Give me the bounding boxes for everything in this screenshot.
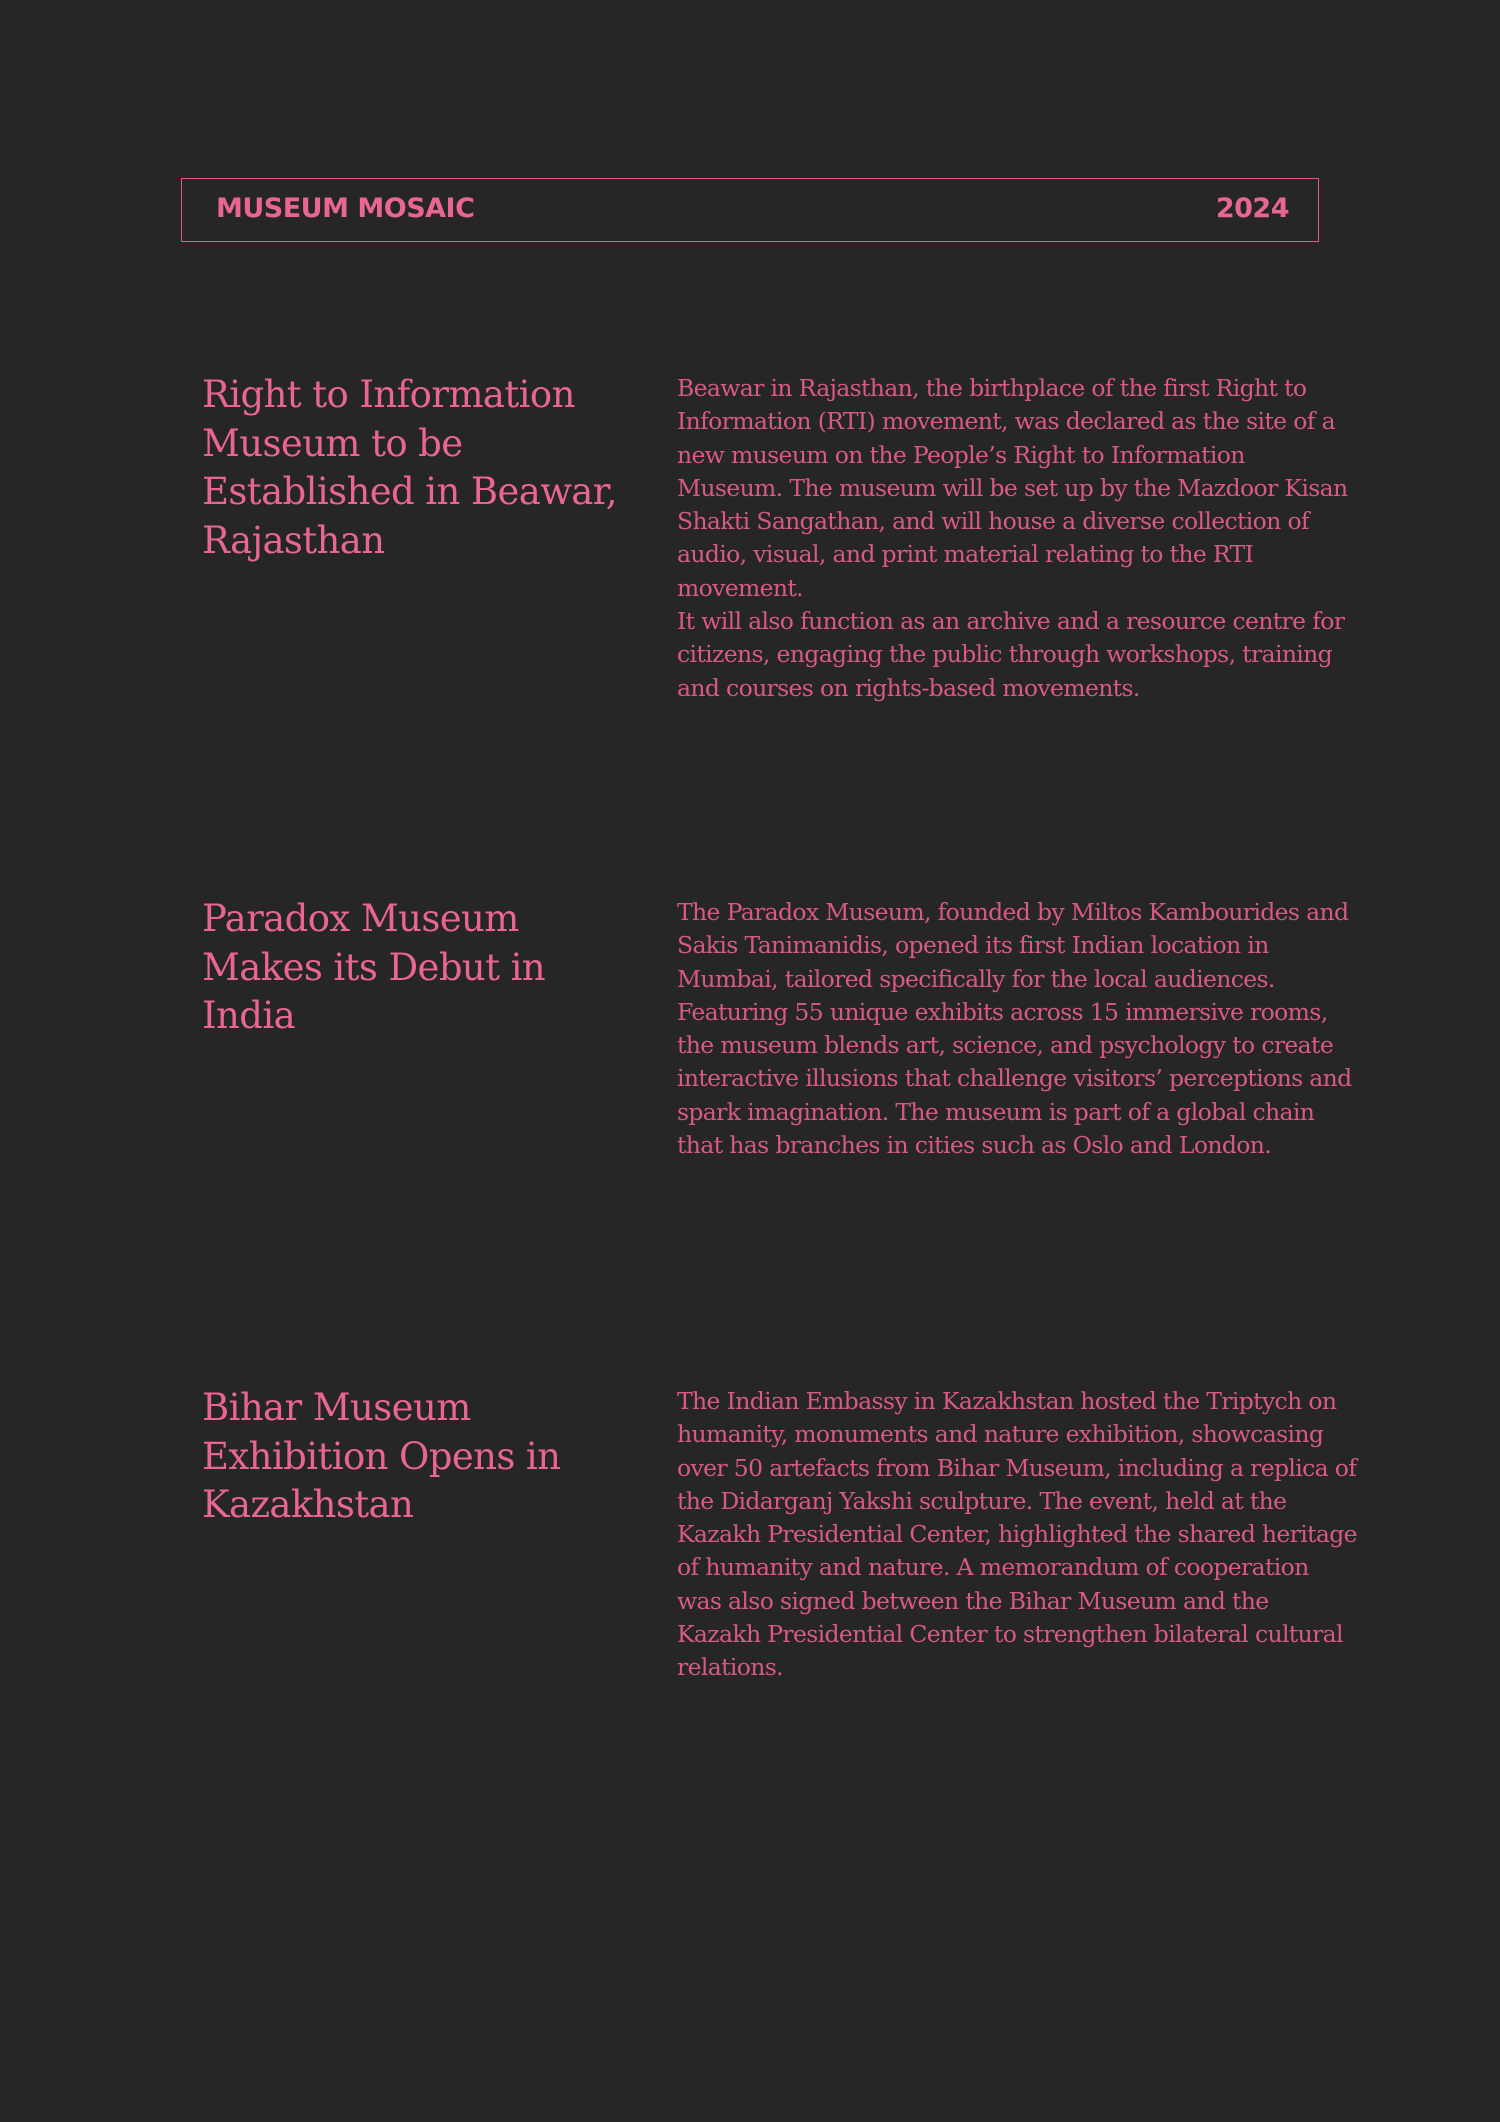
article-title: Paradox Museum Makes its Debut in India	[202, 897, 546, 1037]
article-paragraph: It will also function as an archive and a resource centre for citizens, engaging the public through workshops, training and courses on rights-based movements.	[677, 607, 1345, 702]
article-body	[677, 896, 1357, 1162]
article-body	[677, 1385, 1357, 1685]
article-title: Bihar Museum Exhibition Opens in Kazakhstan	[202, 1386, 561, 1526]
article-title: Right to Information Museum to be Established in Beawar, Rajasthan	[202, 373, 617, 562]
article-paragraph: The Indian Embassy in Kazakhstan hosted the Triptych on humanity, monuments and nature exhibition, showcasing over 50 artefacts from Bihar Museum, including a replica of the Didarganj Yakshi sculpture. The event, held at the Kazakh Presidential Center, highlighted the shared heritage of humanity and nature. A memorandum of cooperation was also signed between the Bihar Museum and the Kazakh Presidential Center to strengthen bilateral cultural relations.	[677, 1387, 1357, 1682]
header-year: 2024	[1215, 193, 1289, 224]
article-paragraph: The Paradox Museum, founded by Miltos Kambourides and Sakis Tanimanidis, opened its first Indian location in Mumbai, tailored specifically for the local audiences. Featuring 55 unique exhibits across 15 immersive rooms, the museum blends art, science, and psychology to create interactive illusions that challenge visitors’ perceptions and spark imagination. The museum is part of a global chain that has branches in cities such as Oslo and London.	[677, 898, 1352, 1160]
article-paragraph: Beawar in Rajasthan, the birthplace of the first Right to Information (RTI) movement, was declared as the site of a new museum on the People’s Right to Information Museum. The museum will be set up by the Mazdoor Kisan Shakti Sangathan, and will house a diverse collection of audio, visual, and print material relating to the RTI movement.	[677, 374, 1348, 602]
brand-name: MUSEUM MOSAIC	[216, 193, 475, 224]
article-body	[677, 372, 1357, 705]
page-header	[181, 178, 1319, 242]
